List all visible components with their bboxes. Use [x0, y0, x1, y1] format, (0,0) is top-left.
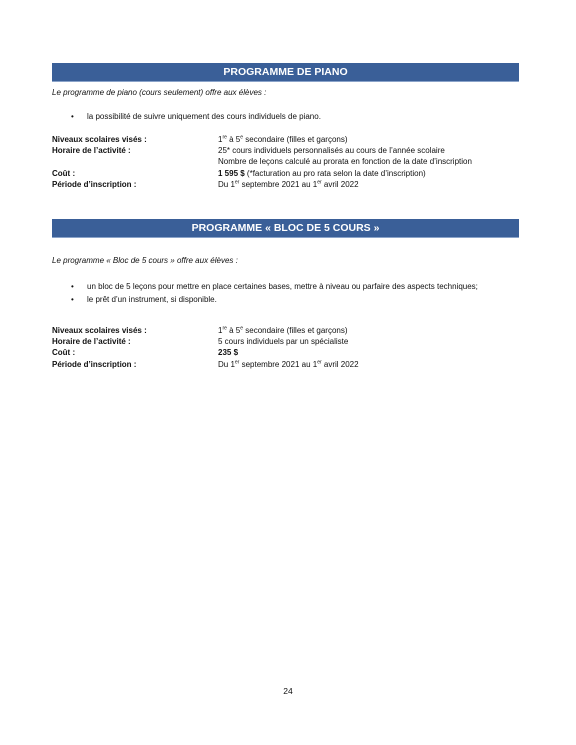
info-row-schedule-note: Nombre de leçons calculé au prorata en fonction de la date d’inscription [218, 157, 472, 167]
section-title-piano [52, 63, 519, 82]
bullet-icon: • [71, 282, 74, 291]
info-row-schedule: Horaire de l’activité : 25* cours individuels personnalisés au cours de l’année scolaire [52, 146, 445, 156]
list-item: • la possibilité de suivre uniquement des cours individuels de piano. [71, 112, 321, 121]
bullet-icon: • [71, 112, 74, 121]
info-block [52, 134, 522, 190]
info-row-period: Période d’inscription : Du 1er septembre 2021 au 1er avril 2022 [52, 179, 359, 189]
info-row-levels: Niveaux scolaires visés : 1re à 5e secondaire (filles et garçons) [52, 325, 348, 335]
bullet-icon: • [71, 295, 74, 304]
info-row-schedule: Horaire de l’activité : 5 cours individuels par un spécialiste [52, 337, 349, 347]
bullet-list [71, 111, 511, 124]
info-row-levels: Niveaux scolaires visés : 1re à 5e secondaire (filles et garçons) [52, 134, 348, 144]
page-number: 24 [283, 686, 293, 696]
bullet-list [71, 281, 511, 307]
list-item: • un bloc de 5 leçons pour mettre en place certaines bases, mettre à niveau ou parfaire des aspects techniques; [71, 282, 478, 291]
section-title-text: PROGRAMME DE PIANO [223, 66, 348, 78]
list-item: • le prêt d’un instrument, si disponible. [71, 295, 217, 304]
info-row-cost: Coût : 235 $ [52, 348, 239, 358]
section-intro: Le programme « Bloc de 5 cours » offre aux élèves : [52, 256, 238, 265]
section-title-bloc [52, 219, 519, 238]
info-row-cost: Coût : 1 595 $ (*facturation au pro rata selon la date d’inscription) [52, 168, 426, 178]
section-intro: Le programme de piano (cours seulement) offre aux élèves : [52, 88, 267, 97]
info-row-period: Période d’inscription : Du 1er septembre 2021 au 1er avril 2022 [52, 358, 359, 369]
info-block [52, 325, 522, 370]
section-title-text: PROGRAMME « BLOC DE 5 COURS » [191, 222, 380, 234]
